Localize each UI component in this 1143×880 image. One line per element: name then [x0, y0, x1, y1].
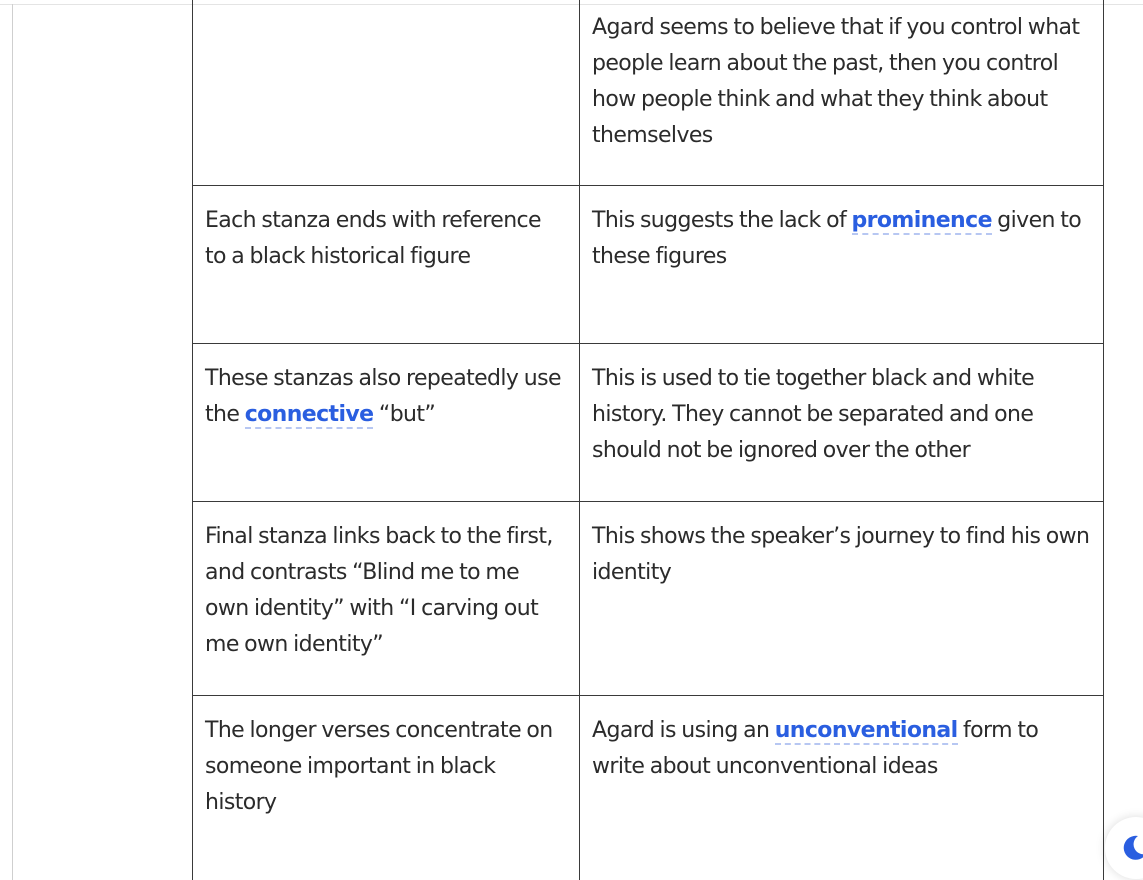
- table-cell-left: [193, 502, 580, 696]
- table-cell-left: [193, 344, 580, 502]
- cell-text: form to write about unconventional ideas: [592, 718, 1039, 779]
- moon-icon: [1119, 833, 1143, 863]
- table-cell-right: [580, 696, 1104, 880]
- cell-text: These stanzas also repeatedly use the: [205, 366, 561, 427]
- cell-text: The longer verses concentrate on someone important in black history: [205, 718, 553, 815]
- left-divider: [12, 4, 13, 880]
- table-cell-right: [580, 344, 1104, 502]
- cell-text: Final stanza links back to the first, and contrasts “Blind me to me own identity” with “I carving out me own identity”: [205, 524, 553, 657]
- cell-text: This shows the speaker’s journey to find his own identity: [592, 524, 1090, 585]
- theme-toggle-button[interactable]: [1105, 817, 1143, 879]
- cell-text: given to these figures: [592, 208, 1082, 269]
- table-row: [193, 344, 1104, 502]
- cell-text: Agard seems to believe that if you control what people learn about the past, then you control how people think and what they think about themselves: [592, 15, 1080, 148]
- cell-text: Each stanza ends with reference to a black historical figure: [205, 208, 541, 269]
- cell-text: This is used to tie together black and white history. They cannot be separated and one should not be ignored over the other: [592, 366, 1035, 463]
- table-cell-left-empty: [193, 0, 580, 186]
- glossary-link-unconventional[interactable]: unconventional: [774, 718, 958, 743]
- glossary-link-prominence[interactable]: prominence: [851, 208, 992, 233]
- table-cell-right: [580, 502, 1104, 696]
- cell-text: “but”: [378, 402, 436, 427]
- cell-text: This suggests the lack of: [592, 208, 847, 233]
- table-row: [193, 502, 1104, 696]
- table-cell-right: [580, 0, 1104, 186]
- table-cell-left: [193, 696, 580, 880]
- cell-text: Agard is using an: [592, 718, 770, 743]
- analysis-table: [192, 0, 1104, 880]
- analysis-table-container: [192, 0, 1103, 880]
- table-cell-left: [193, 186, 580, 344]
- table-cell-right: [580, 186, 1104, 344]
- glossary-link-connective[interactable]: connective: [244, 402, 374, 427]
- table-row: [193, 186, 1104, 344]
- table-row: [193, 696, 1104, 880]
